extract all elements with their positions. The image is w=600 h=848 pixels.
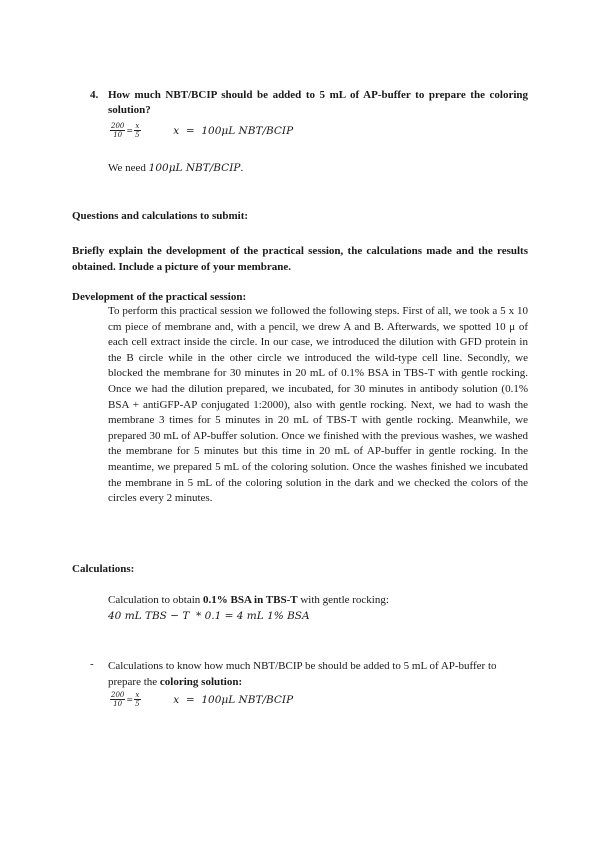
nbt-result: x = 100μL NBT/BCIP [173,693,294,706]
bullet-dash: - [90,658,94,670]
calculations-heading: Calculations: [72,563,135,575]
bsa-calculation-label: Calculation to obtain 0.1% BSA in TBS-T with gentle rocking: [108,594,389,606]
questions-heading: Questions and calculations to submit: [72,210,249,222]
fraction-left: $\frac{200}{10}$ [111,691,125,708]
instruction-text: Briefly explain the development of the practical session, the calculations made and the results obtained. Include a picture of your membrane. [72,245,528,273]
fraction-right: $\frac{x}{5}$ [135,122,140,139]
bsa-equation: 40 mL TBS − T * 0.1 = 4 mL 1% BSA [108,610,310,622]
question-4-equation: $\frac{200}{10}$ = $\frac{x}{5}$ x = 100μL NBT/BCIP [111,122,294,139]
nbt-calculation-label: Calculations to know how much NBT/BCIP be should be added to 5 mL of AP-buffer to prepare the coloring solution: [108,660,497,688]
question-4-result: x = 100μL NBT/BCIP [173,124,294,137]
question-4-number: 4. [90,89,99,101]
question-4-answer: We need 100μL NBT/BCIP. [108,162,244,174]
fraction-right: $\frac{x}{5}$ [135,691,140,708]
fraction-left: $\frac{200}{10}$ [111,122,125,139]
question-4-text: How much NBT/BCIP should be added to 5 mL of AP-buffer to prepare the coloring solution? [108,89,528,116]
development-heading: Development of the practical session: [72,291,247,303]
nbt-equation: $\frac{200}{10}$ = $\frac{x}{5}$ x = 100μL NBT/BCIP [111,691,294,708]
development-paragraph: To perform this practical session we followed the following steps. First of all, we took a 5 x 10 cm piece of membrane and, with a pencil, we drew A and B. Afterwards, we spotted 10 μ of each cell extract inside the circle. In our case, we introduced the dilution with GFD protein in the B circle while in the other circle we introduced the wild-type cell line. Secondly, we blocked the membrane for 30 minutes in 20 mL of 0.1% BSA in TBS-T with gentle rocking. Once we had the dilution prepared, we incubated, for 30 minutes in antibody solution (0.1% BSA + antiGFP-AP conjugated 1:2000), also with gentle rocking. Next, we had to wash the membrane 3 times for 5 minutes in 20 mL of TBS-T with gentle rocking. Meanwhile, we prepared 30 mL of AP-buffer solution. Once we finished with the previous washes, we washed the membrane for 5 minutes but this time in 20 mL of AP-buffer in gentle rocking. In the meantime, we prepared 5 mL of the coloring solution. Once the washes finished we incubated the membrane in 5 mL of the coloring solution in the dark and we checked the colors of the circles every 2 minutes. [108,305,528,505]
